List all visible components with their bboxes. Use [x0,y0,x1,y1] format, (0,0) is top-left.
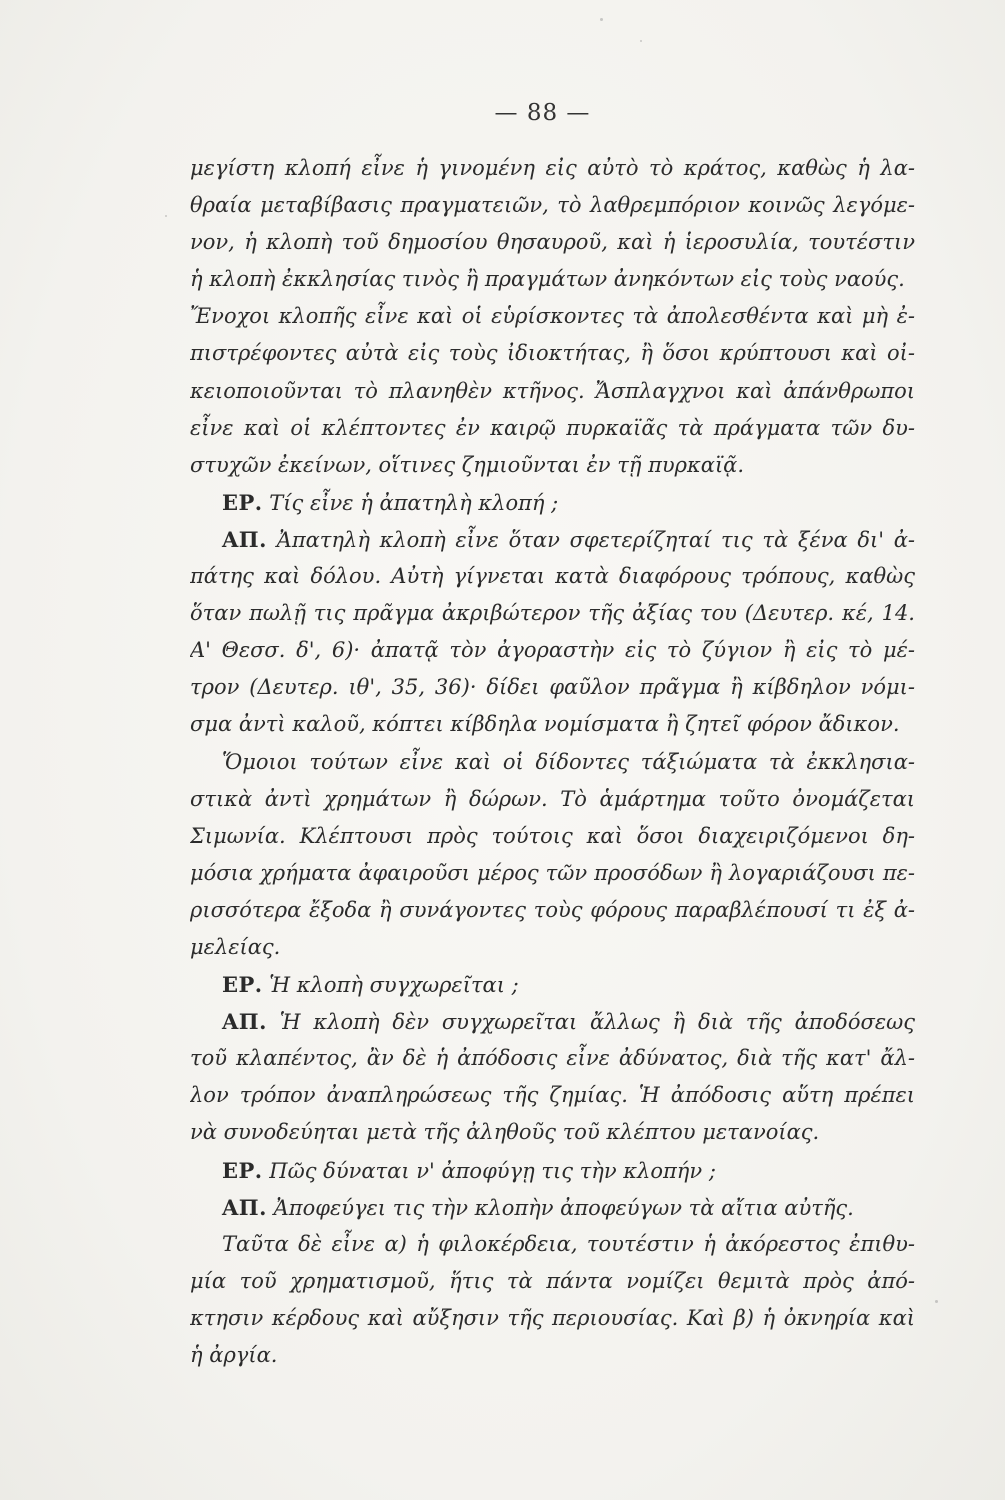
line-text: πάτης καὶ δόλου. Αὐτὴ γίγνεται κατὰ διαφόρους τρόπους, καθὼς [190,564,915,589]
line-text: Α' Θεσσ. δ', 6)· ἀπατᾷ τὸν ἀγοραστὴν εἰς τὸ ζύγιον ἢ εἰς τὸ μέ- [190,638,915,663]
line-text: Ἡ κλοπὴ συγχωρεῖται ; [269,973,519,998]
line-text: πιστρέφοντες αὐτὰ εἰς τοὺς ἰδιοκτήτας, ἢ ὅσοι κρύπτουσι καὶ οἰ- [190,341,915,366]
line-text: Ἡ κλοπὴ δὲν συγχωρεῖται ἄλλως ἢ διὰ τῆς ἀποδόσεως [279,1010,915,1035]
line-text: κειοποιοῦνται τὸ πλανηθὲν κτῆνος. Ἄσπλαγχνοι καὶ ἀπάνθρωποι [190,378,915,403]
line-text: Ἀποφεύγει τις τὴν κλοπὴν ἀποφεύγων τὰ αἴτια αὐτῆς. [273,1195,854,1220]
dialogue-label: ΕΡ. [222,972,263,998]
text-line [190,558,915,595]
text-line [190,966,915,1003]
ink-speck [640,40,642,42]
text-line [190,929,915,966]
line-text: εἶνε καὶ οἱ κλέπτοντες ἐν καιρῷ πυρκαϊᾶς τὰ πράγματα τῶν δυ- [190,415,915,440]
text-line [190,1189,915,1226]
text-line [190,706,915,743]
text-line [190,855,915,892]
line-text: σμα ἀντὶ καλοῦ, κόπτει κίβδηλα νομίσματα ἢ ζητεῖ φόρον ἄδικον. [190,712,900,737]
line-text: κτησιν κέρδους καὶ αὔξησιν τῆς περιουσίας. Καὶ β) ἡ ὀκνηρία καὶ [190,1305,915,1330]
page-number: — 88 — [494,100,591,126]
text-line [190,818,915,855]
text-line [190,1263,915,1300]
line-text: λον τρόπον ἀναπληρώσεως τῆς ζημίας. Ἡ ἀπόδοσις αὕτη πρέπει [190,1083,915,1108]
line-text: Ταῦτα δὲ εἶνε α) ἡ φιλοκέρδεια, τουτέστιν ἡ ἀκόρεστος ἐπιθυ- [222,1231,915,1256]
text-line [190,521,915,558]
line-text: ἡ κλοπὴ ἐκκλησίας τινὸς ἢ πραγμάτων ἀνηκόντων εἰς τοὺς ναούς. [190,267,905,292]
line-text: θραία μεταβίβασις πραγματειῶν, τὸ λαθρεμπόριον κοινῶς λεγόμε- [190,193,915,218]
line-text: μόσια χρήματα ἀφαιροῦσι μέρος τῶν προσόδων ἢ λογαριάζουσι πε- [190,860,915,885]
line-text: μελείας. [190,934,281,959]
text-line [190,1077,915,1114]
line-text: στικὰ ἀντὶ χρημάτων ἢ δώρων. Τὸ ἁμάρτημα τοῦτο ὀνομάζεται [190,786,915,811]
text-line [190,632,915,669]
text-line [190,781,915,818]
line-text: Σιμωνία. Κλέπτουσι πρὸς τούτοις καὶ ὅσοι διαχειριζόμενοι δη- [190,823,915,848]
line-text: μεγίστη κλοπή εἶνε ἡ γινομένη εἰς αὐτὸ τὸ κράτος, καθὼς ἡ λα- [190,156,915,180]
line-text: Ὅμοιοι τούτων εἶνε καὶ οἱ δίδοντες τάξιώματα τὰ ἐκκλησια- [222,749,915,774]
line-text: ρισσότερα ἔξοδα ἢ συνάγοντες τοὺς φόρους παραβλέπουσί τι ἐξ ἀ- [190,897,915,922]
text-line [190,1226,915,1263]
dialogue-label: ΑΠ. [222,1009,267,1035]
text-line [190,744,915,781]
text-line [190,669,915,706]
text-line [190,1114,915,1151]
line-text: Ἔνοχοι κλοπῆς εἶνε καὶ οἱ εὑρίσκοντες τὰ ἀπολεσθέντα καὶ μὴ ἐ- [190,304,915,329]
line-text: νὰ συνοδεύηται μετὰ τῆς ἀληθοῦς τοῦ κλέπτου μετανοίας. [190,1120,820,1145]
text-line [190,1152,915,1189]
text-line [190,261,915,298]
text-line [190,373,915,410]
ink-speck [165,215,167,217]
text-line [190,1040,915,1077]
line-text: τρον (Δευτερ. ιθ', 35, 36)· δίδει φαῦλον πρᾶγμα ἢ κίβδηλον νόμι- [190,675,915,700]
text-line [190,595,915,632]
line-text: Πῶς δύναται ν' ἀποφύγῃ τις τὴν κλοπήν ; [269,1158,716,1183]
text-line [190,150,915,187]
text-line [190,224,915,261]
text-line [190,1300,915,1337]
line-text: Τίς εἶνε ἡ ἀπατηλὴ κλοπή ; [269,490,559,515]
ink-speck [600,18,603,21]
dialogue-label: ΕΡ. [222,489,263,515]
text-line [190,335,915,372]
line-text: Ἀπατηλὴ κλοπὴ εἶνε ὅταν σφετερίζηταί τις τὰ ξένα δι' ἀ- [276,527,915,552]
dialogue-label: ΕΡ. [222,1157,263,1183]
text-line [190,1337,915,1374]
text-line [190,298,915,335]
ink-speck [935,1300,938,1303]
body-text [190,150,915,1374]
text-line [190,484,915,521]
text-line [190,892,915,929]
dialogue-label: ΑΠ. [222,526,267,552]
line-text: τοῦ κλαπέντος, ἂν δὲ ἡ ἀπόδοσις εἶνε ἀδύνατος, διὰ τῆς κατ' ἄλ- [190,1046,915,1071]
line-text: ὅταν πωλῇ τις πρᾶγμα ἀκριβώτερον τῆς ἀξίας του (Δευτερ. κέ, 14. [190,601,915,626]
line-text: μία τοῦ χρηματισμοῦ, ἥτις τὰ πάντα νομίζει θεμιτὰ πρὸς ἀπό- [190,1268,915,1293]
line-text: νον, ἡ κλοπὴ τοῦ δημοσίου θησαυροῦ, καὶ ἡ ἱεροσυλία, τουτέστιν [190,230,915,255]
text-line [190,1003,915,1040]
text-line [190,447,915,484]
line-text: στυχῶν ἐκείνων, οἵτινες ζημιοῦνται ἐν τῇ πυρκαϊᾷ. [190,452,745,477]
text-line [190,410,915,447]
text-line [190,187,915,224]
dialogue-label: ΑΠ. [222,1194,267,1220]
line-text: ἡ ἀργία. [190,1343,278,1367]
